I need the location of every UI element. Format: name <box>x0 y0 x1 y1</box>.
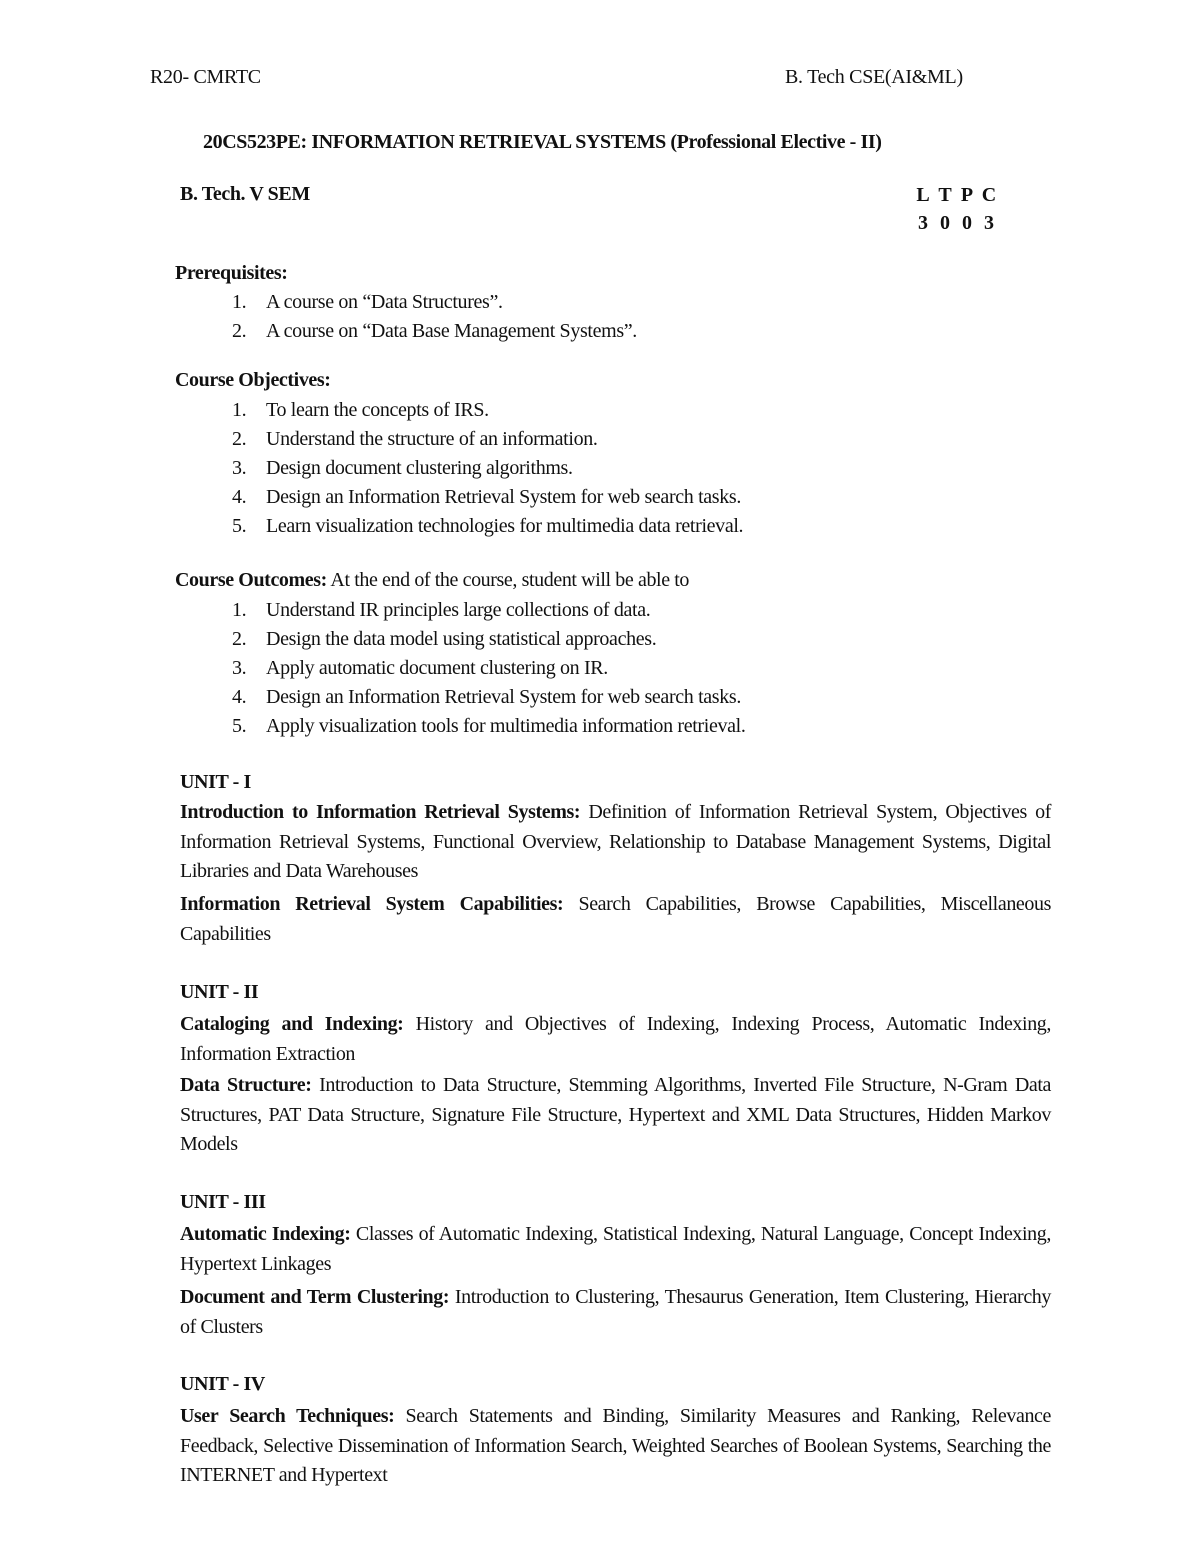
ltpc-header-c: C <box>981 184 997 206</box>
list-item: 5. Learn visualization technologies for multimedia data retrieval. <box>232 515 744 537</box>
outcomes-label: Course Outcomes: <box>175 569 327 591</box>
unit-3-para-2: Document and Term Clustering: Introduction to Clustering, Thesaurus Generation, Item Clustering, Hierarchy of Clusters <box>180 1286 1051 1338</box>
ltpc-headers <box>912 184 1000 207</box>
list-item: 1. To learn the concepts of IRS. <box>232 399 489 421</box>
header-left: R20- CMRTC <box>150 66 261 88</box>
unit-4-para-1: User Search Techniques: Search Statements and Binding, Similarity Measures and Ranking, Relevance Feedback, Selective Dissemination of Information Search, Weighted Searches of Boolean Systems, Searching the INTERNET and Hypertext <box>180 1405 1052 1486</box>
list-item: 1. A course on “Data Structures”. <box>232 291 503 313</box>
outcomes-intro: At the end of the course, student will be able to <box>326 569 690 591</box>
ltpc-header-p: P <box>960 184 974 206</box>
list-item: 5. Apply visualization tools for multimedia information retrieval. <box>232 715 746 737</box>
objectives-label: Course Objectives: <box>175 369 331 391</box>
outcomes-heading <box>175 569 689 592</box>
prerequisites-label: Prerequisites: <box>175 262 288 284</box>
unit-1-title: UNIT - I <box>180 771 251 793</box>
objectives-list <box>232 396 743 541</box>
list-item: 3. Design document clustering algorithms. <box>232 457 573 479</box>
ltpc-value-l: 3 <box>918 212 928 234</box>
unit-2-para-1: Cataloging and Indexing: History and Objectives of Indexing, Indexing Process, Automatic Indexing, Information Extraction <box>180 1013 1052 1065</box>
unit-2-title: UNIT - II <box>180 981 259 1003</box>
semester: B. Tech. V SEM <box>180 183 310 205</box>
unit-1-para-2: Information Retrieval System Capabilities: Search Capabilities, Browse Capabilities, Miscellaneous Capabilities <box>180 893 1051 945</box>
ltpc-value-t: 0 <box>940 212 950 234</box>
list-item: 4. Design an Information Retrieval System for web search tasks. <box>232 486 741 508</box>
ltpc-values <box>912 212 1000 235</box>
header-right: B. Tech CSE(AI&ML) <box>785 66 963 88</box>
course-title: 20CS523PE: INFORMATION RETRIEVAL SYSTEMS (Professional Elective - II) <box>203 131 882 153</box>
unit-3-title: UNIT - III <box>180 1191 266 1213</box>
ltpc-header-l: L <box>916 184 930 206</box>
list-item: 2. Design the data model using statistical approaches. <box>232 628 657 650</box>
ltpc-value-c: 3 <box>984 212 994 234</box>
list-item: 2. A course on “Data Base Management Systems”. <box>232 320 637 342</box>
prerequisites-list <box>232 288 637 346</box>
unit-4-title: UNIT - IV <box>180 1373 265 1395</box>
list-item: 1. Understand IR principles large collections of data. <box>232 599 651 621</box>
ltpc-value-p: 0 <box>962 212 972 234</box>
list-item: 2. Understand the structure of an information. <box>232 428 598 450</box>
list-item: 3. Apply automatic document clustering on IR. <box>232 657 608 679</box>
ltpc-header-t: T <box>938 184 952 206</box>
unit-3-para-1: Automatic Indexing: Classes of Automatic Indexing, Statistical Indexing, Natural Language, Concept Indexing, Hypertext Linkages <box>180 1223 1051 1275</box>
outcomes-list <box>232 596 746 741</box>
unit-2-para-2: Data Structure: Introduction to Data Structure, Stemming Algorithms, Inverted File Structure, N-Gram Data Structures, PAT Data Structure, Signature File Structure, Hypertext and XML Data Structures, Hidden Markov Models <box>180 1074 1051 1155</box>
unit-1-para-1: Introduction to Information Retrieval Systems: Definition of Information Retrieval System, Objectives of Information Retrieval Systems, Functional Overview, Relationship to Database Management Systems, Digital Libraries and Data Warehouses <box>180 801 1051 882</box>
list-item: 4. Design an Information Retrieval System for web search tasks. <box>232 686 741 708</box>
